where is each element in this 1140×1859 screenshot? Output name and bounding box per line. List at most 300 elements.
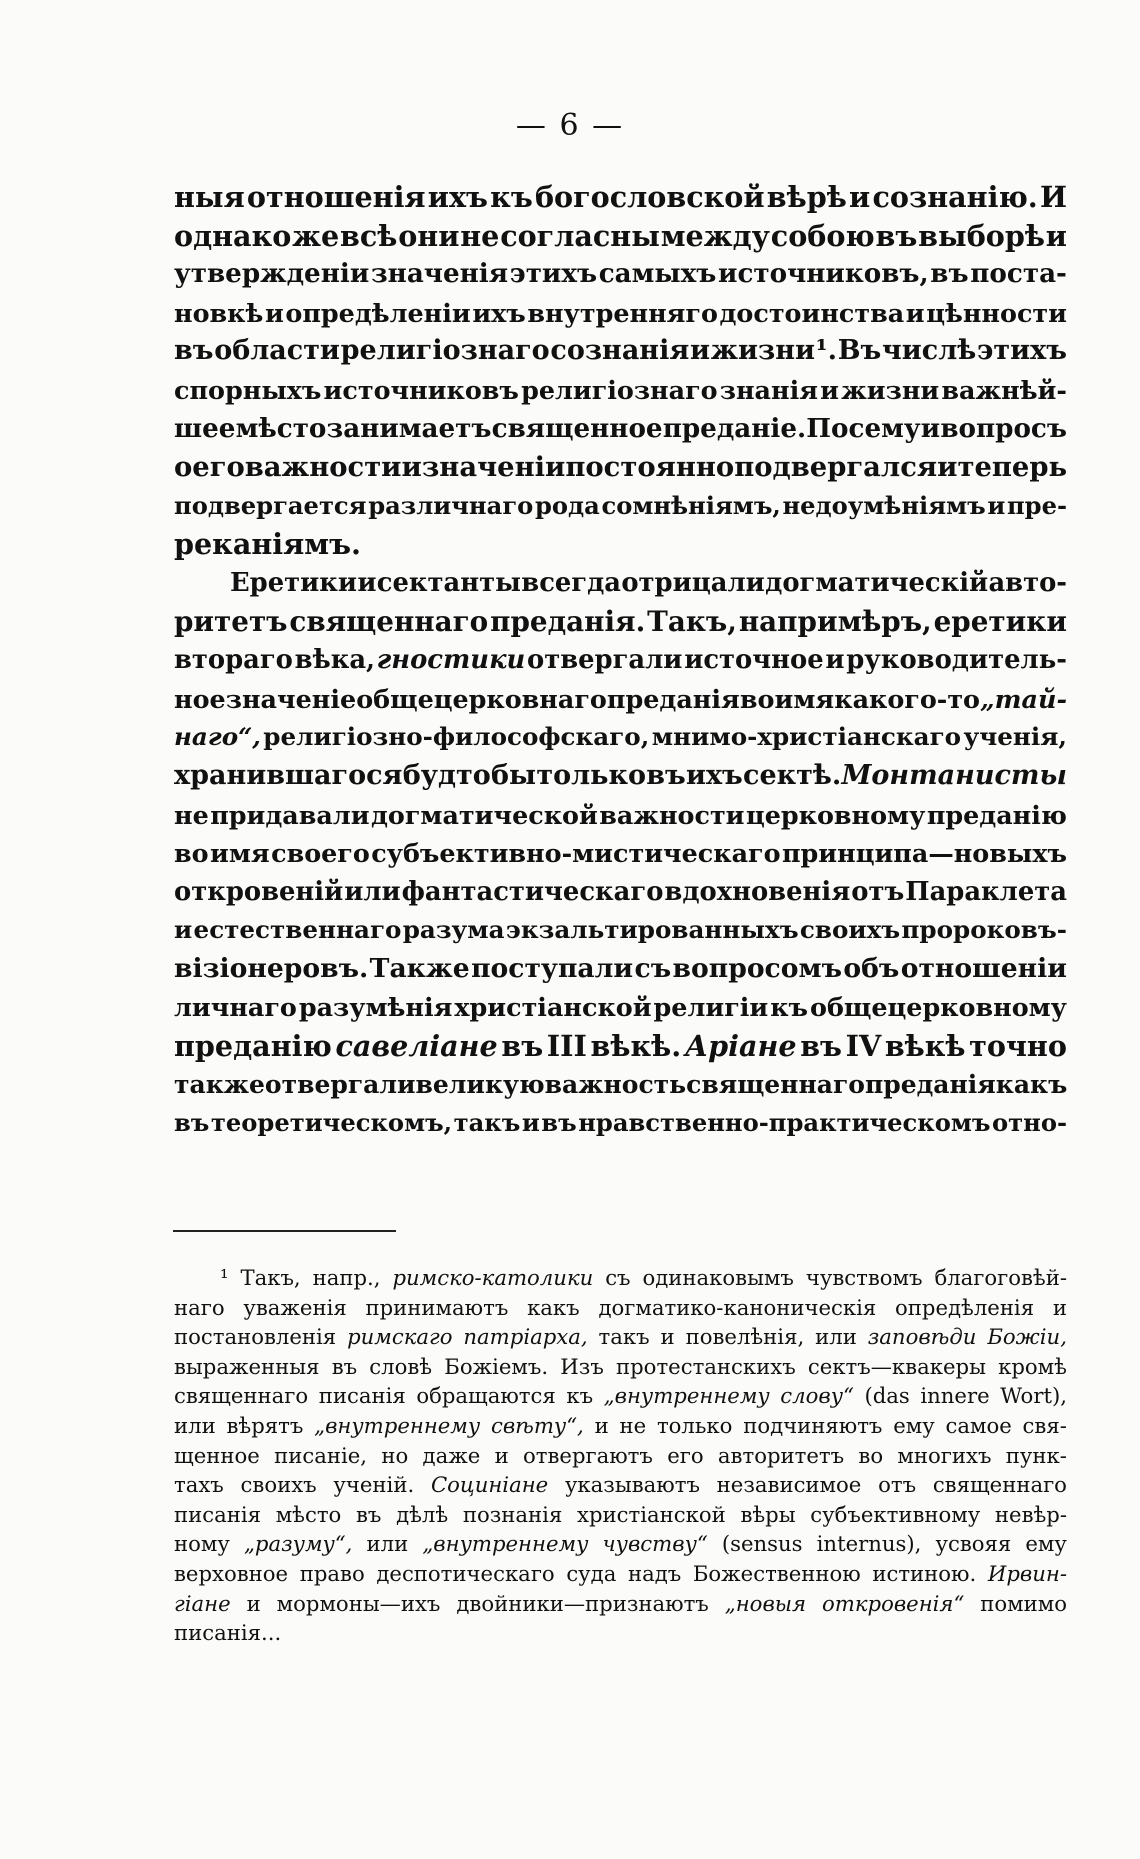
footnote-line <box>174 1618 1067 1648</box>
word: общецерковному <box>810 992 1067 1023</box>
text-line <box>174 410 1067 449</box>
word: спорныхъ <box>174 374 322 405</box>
word: пре- <box>1006 490 1067 520</box>
word: гностики <box>376 645 526 676</box>
word: религіознаго <box>521 374 718 405</box>
footnote-line <box>174 1441 1067 1471</box>
text-line <box>174 988 1067 1027</box>
word: и <box>820 374 839 405</box>
word: откровеній <box>174 876 344 907</box>
word: къ <box>490 180 533 214</box>
word: отвергаютъ <box>523 1442 653 1468</box>
word: руководитель- <box>846 645 1067 676</box>
word: религіознаго <box>340 335 550 367</box>
word: недоумѣніямъ <box>782 490 986 520</box>
word: въ <box>174 335 214 367</box>
word: этихъ <box>976 335 1067 367</box>
word: сектъ—квакеры <box>807 1353 986 1379</box>
word: однако <box>174 218 292 253</box>
word: важности <box>244 451 402 484</box>
word: естественнаго <box>193 915 402 945</box>
word: Параклета <box>905 876 1067 907</box>
word: точно <box>969 1029 1067 1064</box>
text-line <box>174 834 1067 873</box>
word: священнаго <box>932 1472 1067 1498</box>
word: словѣ <box>369 1353 433 1379</box>
word: наго <box>174 1294 225 1320</box>
word: поста- <box>970 258 1067 290</box>
word: отвергали <box>527 645 683 676</box>
text-line <box>174 950 1067 989</box>
word: числѣ <box>882 335 977 367</box>
word: жизни <box>841 374 940 405</box>
footnote-line <box>174 1529 1067 1559</box>
word: фантастическаго <box>401 876 664 907</box>
text-line <box>174 217 1067 256</box>
word: поступали <box>471 952 634 984</box>
word: повелѣнія, <box>685 1324 805 1350</box>
word: выраженныя <box>174 1353 320 1379</box>
word: и <box>920 412 941 444</box>
word: самое <box>945 1412 1012 1438</box>
word: напр., <box>312 1265 381 1290</box>
word: и <box>825 645 845 676</box>
text-line <box>174 371 1067 410</box>
word: (sensus <box>721 1531 803 1557</box>
word: Социніане <box>430 1472 549 1498</box>
word: достоинства <box>719 297 905 328</box>
word: собою <box>770 218 875 253</box>
word: своего <box>271 838 370 869</box>
word: между <box>660 218 770 253</box>
word: вдохновенія <box>664 876 851 907</box>
text-line <box>174 178 1067 217</box>
word: реканіямъ. <box>174 527 362 562</box>
word: дѣлѣ <box>396 1501 449 1527</box>
word: не <box>460 218 500 253</box>
word: преданія. <box>490 604 646 638</box>
word: и <box>401 451 422 484</box>
word: субъективно-мистическаго <box>371 838 781 869</box>
word: или <box>366 1531 409 1557</box>
word: преданія <box>864 1069 996 1099</box>
word: ученія, <box>963 722 1067 752</box>
word: и <box>264 297 284 328</box>
word: важность <box>544 1069 687 1099</box>
word: вѣрятъ <box>226 1412 304 1438</box>
text-line <box>174 796 1067 835</box>
word: хранившагося <box>174 759 403 791</box>
footnote-line <box>174 1293 1067 1323</box>
word: internus), <box>816 1531 922 1557</box>
word: познанія <box>462 1501 563 1527</box>
word: разумѣнія <box>298 992 453 1023</box>
word: этихъ <box>509 258 598 290</box>
word: и <box>690 335 711 367</box>
word: такъ <box>598 1324 650 1350</box>
word: указываютъ <box>564 1472 700 1498</box>
word: сомнѣніямъ, <box>601 490 781 520</box>
word: и <box>521 1108 540 1138</box>
word: но <box>381 1442 409 1468</box>
word: отъ <box>878 1472 917 1498</box>
word: субъективному <box>810 1501 981 1527</box>
word: тахъ <box>174 1472 224 1498</box>
word: уваженія <box>243 1294 347 1320</box>
word: Такъ, <box>647 604 737 638</box>
word: многихъ <box>897 1442 992 1468</box>
word: ное <box>174 683 226 714</box>
word: ему <box>893 1412 935 1438</box>
word: сектанты <box>376 567 521 598</box>
word: римскаго <box>347 1324 453 1350</box>
word: въ <box>356 1501 382 1527</box>
word: и <box>246 1590 261 1616</box>
word: „внутреннему <box>314 1412 481 1438</box>
word: и <box>937 451 958 484</box>
word: въ <box>875 218 918 253</box>
word: свѣту“, <box>490 1412 584 1438</box>
word: обращаются <box>416 1383 556 1409</box>
word: къ <box>770 992 809 1023</box>
word: Wort), <box>1000 1383 1067 1409</box>
word: священнаго <box>174 1383 309 1409</box>
word: ¹. <box>815 335 838 367</box>
word: знанія <box>719 374 818 405</box>
word: священнаго <box>289 604 489 638</box>
word: помимо <box>980 1590 1067 1616</box>
word: Монтанисты <box>841 759 1067 791</box>
word: вопросомъ <box>672 952 842 984</box>
word: ученій. <box>333 1472 415 1498</box>
word: и <box>849 180 871 214</box>
word: Также <box>369 952 470 984</box>
main-text <box>174 178 1067 1143</box>
word: постоянно <box>565 451 735 484</box>
word: мѣсто <box>275 1501 342 1527</box>
text-line <box>174 294 1067 333</box>
word: откровенія“ <box>822 1590 965 1616</box>
word: бы <box>491 759 537 791</box>
word: они <box>398 218 460 253</box>
word: ному <box>174 1531 230 1557</box>
word: преданія <box>606 683 740 714</box>
word: чувству“ <box>602 1531 708 1557</box>
word: вѣка, <box>294 645 376 676</box>
word: новкѣ <box>174 297 264 328</box>
text-line <box>174 641 1067 680</box>
word: усвояя <box>935 1531 1012 1557</box>
text-line <box>174 603 1067 642</box>
word: авто- <box>988 567 1067 598</box>
word: мормоны—ихъ <box>276 1590 441 1616</box>
word: кромѣ <box>998 1353 1067 1379</box>
word: преданію <box>174 1029 332 1064</box>
word: Такъ, <box>240 1265 301 1290</box>
word: вѣры <box>740 1501 796 1527</box>
word: христіанской <box>577 1501 726 1527</box>
word: общецерковнаго <box>356 683 607 714</box>
word: церковному <box>745 799 926 830</box>
word: вѣрѣ <box>766 180 847 214</box>
word: или <box>344 876 401 907</box>
word: IV <box>845 1029 882 1064</box>
word: различнаго <box>368 490 534 520</box>
footnote-line <box>174 1381 1067 1411</box>
word: III <box>546 1029 587 1064</box>
footnote-line <box>174 1589 1067 1619</box>
word: въ <box>646 759 686 791</box>
word: и <box>660 1324 675 1350</box>
word: своихъ <box>799 915 901 945</box>
word: опредѣленія <box>895 1294 1035 1320</box>
word: догматической <box>371 799 598 830</box>
word: христіанской <box>454 992 652 1023</box>
word: и <box>357 567 377 598</box>
footnote-line <box>174 1500 1067 1530</box>
word: отношенія <box>246 180 426 214</box>
text-line <box>174 564 1067 603</box>
word: сознанію. <box>872 180 1038 214</box>
word: и <box>594 1412 609 1438</box>
word: авторитетъ <box>717 1442 845 1468</box>
text-line <box>174 911 1067 950</box>
word: преданію <box>926 799 1067 830</box>
footnote-line <box>174 1322 1067 1352</box>
word: теоретическомъ, <box>210 1108 453 1138</box>
word: во <box>174 838 209 869</box>
word: богословской <box>534 180 765 214</box>
word: савеліане <box>335 1029 498 1064</box>
word: независимое <box>716 1472 862 1498</box>
word: И <box>1039 180 1067 214</box>
word: подвергался <box>734 451 938 484</box>
word: разума <box>402 915 505 945</box>
word: источное <box>684 645 824 676</box>
word: экзальтированныхъ <box>505 915 799 945</box>
word: Посему <box>806 412 921 444</box>
page-number: — 6 — <box>515 108 625 143</box>
word: истиною. <box>872 1560 977 1586</box>
word: принимаютъ <box>365 1294 509 1320</box>
word: сознанія <box>550 335 690 367</box>
word: священнаго <box>686 1069 865 1099</box>
word: догматико-каноническія <box>598 1294 877 1320</box>
footnote-line <box>174 1411 1067 1441</box>
word: право <box>299 1560 365 1586</box>
word: выборѣ <box>918 218 1045 253</box>
text-line <box>174 448 1067 487</box>
word: опредѣленіи <box>285 297 471 328</box>
word: такъ <box>453 1108 521 1138</box>
footnote <box>174 1263 1067 1648</box>
word: значеніе <box>225 683 357 714</box>
footnote-line <box>174 1352 1067 1382</box>
word: Божіи, <box>987 1324 1067 1350</box>
word: Аріане <box>684 1029 797 1064</box>
word: верховное <box>174 1560 289 1586</box>
word: къ <box>566 1383 594 1409</box>
word: сектѣ. <box>743 759 842 791</box>
word: вопросъ <box>940 412 1067 444</box>
word: суда <box>566 1560 617 1586</box>
text-line <box>174 255 1067 294</box>
text-line <box>174 873 1067 912</box>
word: цѣнности <box>926 297 1067 328</box>
word: Еретики <box>230 567 357 598</box>
word: „новыя <box>724 1590 807 1616</box>
word: втораго <box>174 645 293 676</box>
word: надъ <box>627 1560 682 1586</box>
word: его <box>192 451 245 484</box>
word: наго“, <box>174 722 261 752</box>
word: не <box>174 799 209 830</box>
word: источниковъ <box>323 374 519 405</box>
word: пунк- <box>1005 1442 1067 1468</box>
word: innere <box>920 1383 990 1409</box>
word: отъ <box>851 876 905 907</box>
word: Ирвин- <box>987 1560 1067 1586</box>
word: даже <box>422 1442 481 1468</box>
word: писаніе, <box>274 1442 368 1468</box>
word: занимаетъ <box>326 412 492 444</box>
word: и <box>905 297 925 328</box>
word: Въ <box>837 335 882 367</box>
word: вѣкѣ <box>884 1029 966 1064</box>
word: жизни <box>710 335 816 367</box>
word: отно- <box>992 1108 1067 1138</box>
word: ¹ <box>220 1265 229 1290</box>
word: съ <box>605 1265 631 1290</box>
word: важности <box>599 799 745 830</box>
word: области <box>214 335 340 367</box>
word: утвержденіи <box>174 258 370 290</box>
footnote-line <box>174 1470 1067 1500</box>
word: преданіе. <box>662 412 807 444</box>
word: подчиняютъ <box>743 1412 883 1438</box>
word: заповѣди <box>867 1324 977 1350</box>
text-line <box>174 1066 1067 1105</box>
word: въ <box>174 1108 210 1138</box>
word: Изъ <box>560 1353 604 1379</box>
text-line <box>174 525 1067 564</box>
word: его <box>667 1442 704 1468</box>
word: важнѣй- <box>941 374 1067 405</box>
word: мнимо-христіанскаго <box>651 722 962 752</box>
word: еретики <box>933 604 1067 638</box>
word: и <box>1052 1294 1067 1320</box>
word: религіи <box>653 992 769 1023</box>
word: внутренняго <box>527 297 718 328</box>
word: какого-то <box>834 683 980 714</box>
word: не <box>619 1412 647 1438</box>
text-line <box>174 1104 1067 1143</box>
word: одинаковымъ <box>642 1265 794 1290</box>
word: значеніи <box>421 451 566 484</box>
word: только <box>536 759 646 791</box>
word: во <box>858 1442 884 1468</box>
word: ритетъ <box>174 604 288 638</box>
word: благоговѣй- <box>934 1265 1067 1290</box>
word: шее <box>174 412 236 444</box>
word: и <box>494 1442 509 1468</box>
word: писанія <box>318 1383 406 1409</box>
word: имя <box>774 683 835 714</box>
word: и <box>987 490 1006 520</box>
footnote-separator <box>173 1230 396 1232</box>
text-line <box>174 757 1067 796</box>
word: чувствомъ <box>805 1265 923 1290</box>
word: теперь <box>957 451 1068 484</box>
word: своихъ <box>240 1472 317 1498</box>
word: напримѣръ, <box>738 604 932 638</box>
word: самыхъ <box>598 258 717 290</box>
word: слову“ <box>780 1383 854 1409</box>
word: патріарха, <box>463 1324 588 1350</box>
word: рода <box>534 490 600 520</box>
word: вѣкѣ. <box>590 1029 682 1064</box>
word: писанія... <box>174 1620 282 1646</box>
word: ихъ <box>427 180 488 214</box>
word: источниковъ, <box>718 258 929 290</box>
word: въ <box>541 1108 577 1138</box>
word: щенное <box>174 1442 260 1468</box>
word: какъ <box>527 1294 580 1320</box>
word: будто <box>402 759 491 791</box>
word: отрицали <box>621 567 765 598</box>
word: личнаго <box>174 992 297 1023</box>
word: придавали <box>210 799 370 830</box>
word: отвергали <box>264 1069 416 1099</box>
text-line <box>174 718 1067 757</box>
word: Божественною <box>692 1560 861 1586</box>
word: „внутреннему <box>603 1383 770 1409</box>
word: догматическій <box>765 567 989 598</box>
word: или <box>815 1324 857 1350</box>
word: візіонеровъ. <box>174 952 369 984</box>
word: отношеніи <box>900 952 1067 984</box>
word: въ <box>501 1029 544 1064</box>
word: невѣр- <box>994 1501 1067 1527</box>
word: только <box>656 1412 733 1438</box>
word: или <box>174 1412 216 1438</box>
word: имя <box>210 838 270 869</box>
word: ихъ <box>685 759 743 791</box>
word: постановленія <box>174 1324 337 1350</box>
footnote-line <box>174 1263 1067 1293</box>
word: свя- <box>1022 1412 1067 1438</box>
word: великую <box>415 1069 545 1099</box>
word: подвергается <box>174 490 367 520</box>
word: гіане <box>174 1590 231 1616</box>
word: въ <box>930 258 969 290</box>
word: значенія <box>370 258 509 290</box>
word: пророковъ- <box>901 915 1067 945</box>
word: писанія <box>174 1501 262 1527</box>
footnote-line <box>174 1559 1067 1589</box>
word: о <box>174 451 193 484</box>
word: въ <box>331 1353 358 1379</box>
text-line <box>174 1027 1067 1066</box>
word: нравственно-практическомъ <box>578 1108 991 1138</box>
word: какъ <box>995 1069 1068 1099</box>
word: религіозно-философскаго, <box>263 722 650 752</box>
word: принципа—новыхъ <box>781 838 1067 869</box>
word: протестанскихъ <box>616 1353 796 1379</box>
word: всегда <box>521 567 622 598</box>
word: „разуму“, <box>243 1531 353 1557</box>
word: „внутреннему <box>422 1531 589 1557</box>
